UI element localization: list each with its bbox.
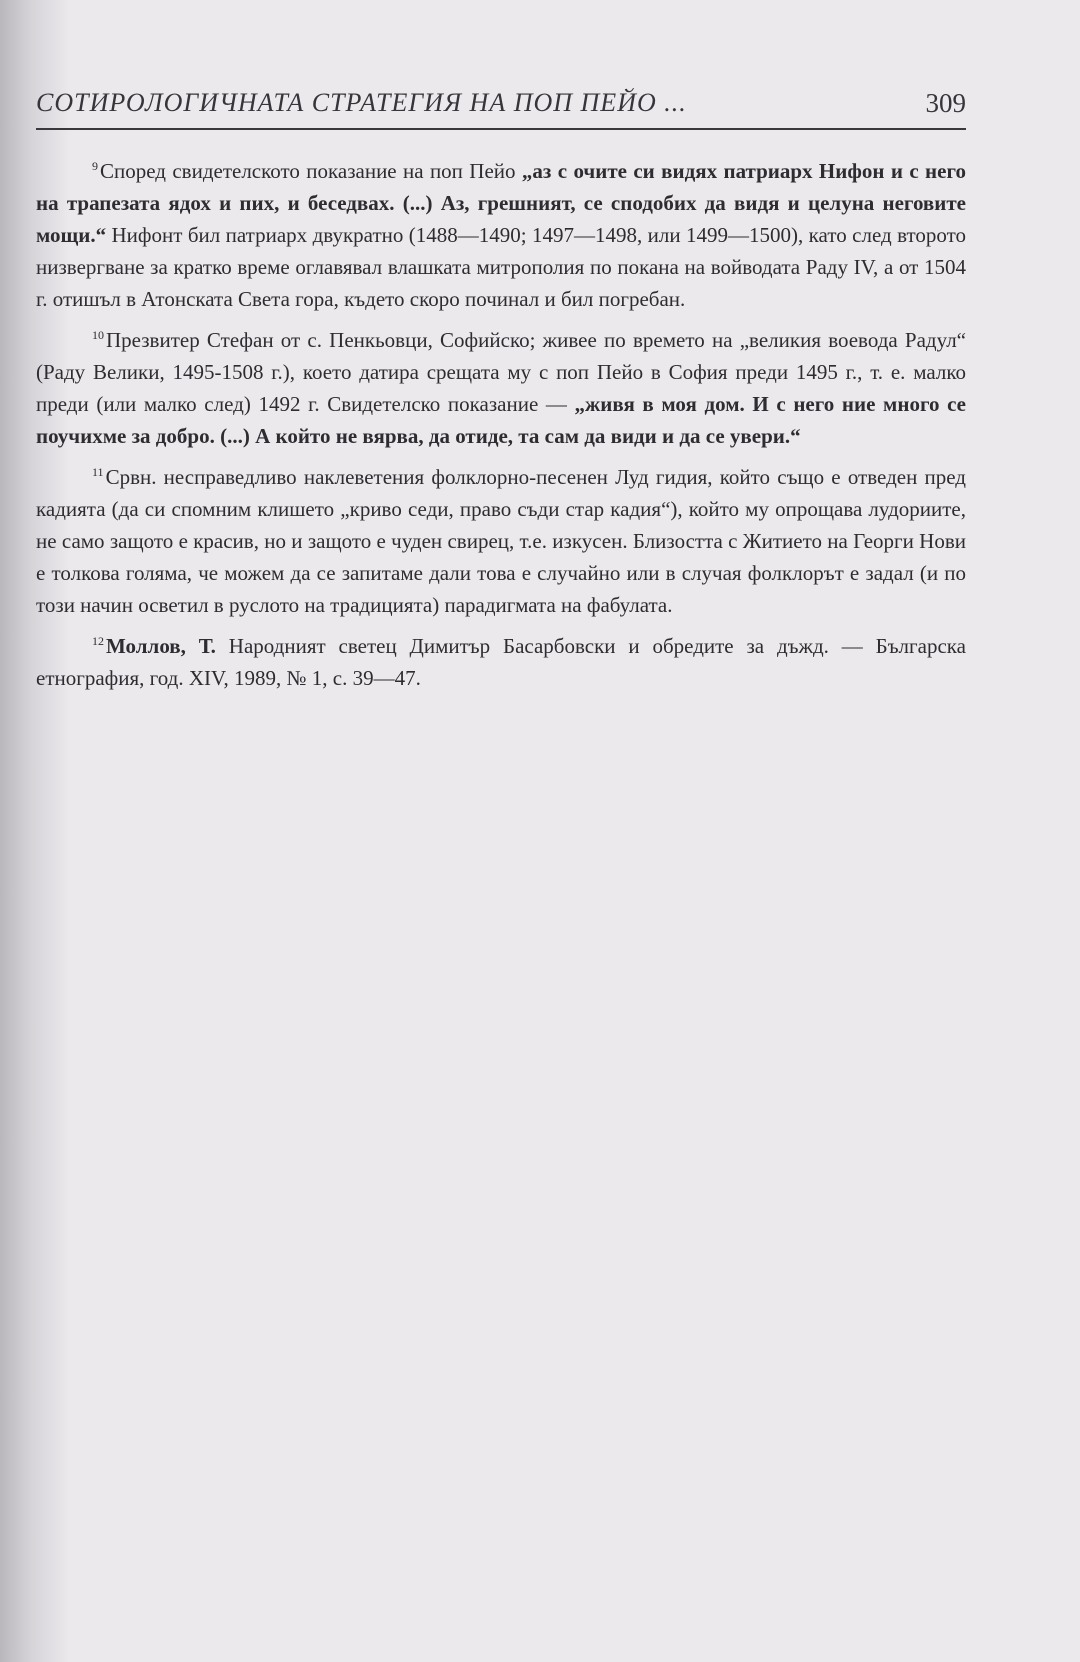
page-number: 309 [925, 88, 966, 118]
footnote-text: Нифонт бил патриарх двукратно (1488—1490; 1497—1498, или 1499—1500), като след второто низвергване за кратко време оглавявал влашката митрополия по покана на войводата Раду IV, а от 1504 г. отишъл в Атонската Света гора, където скоро починал и бил погребан. [36, 223, 966, 311]
footnote-number: 12 [92, 634, 104, 648]
footnote-author: Моллов, Т. [106, 634, 216, 658]
footnote-text: Народният светец Димитър Басарбовски и обредите за дъжд. — Българска етнография, год. XIV, 1989, № 1, с. 39—47. [36, 634, 966, 690]
footnote-quote: „аз с очите си видях патриарх Нифон и с него на трапезата ядох и пих, и беседвах. (...) Аз, грешният, се сподобих да видя и целуна неговите мощи.“ [36, 159, 966, 247]
footnote-10 [36, 319, 966, 452]
footnote-text: Срвн. несправедливо наклеветения фолклорно-песенен Луд гидия, който също е отведен пред кадията (да си спомним клишето „криво седи, право съди стар кадия“), който му опрощава лудориите, не само защото е красив, но и защото е чуден свирец, т.е. изкусен. Близостта с Житието на Георги Нови е толкова голяма, че можем да се запитаме дали това е случайно или в случая фолклорът е задал (и по този начин осветил в руслото на традицията) парадигмата на фабулата. [36, 465, 966, 617]
footnote-text: Според свидетелското показание на поп Пейо [100, 159, 522, 183]
footnotes [36, 150, 966, 698]
footnote-text: Презвитер Стефан от с. Пенкьовци, Софийско; живее по времето на „великия воевода Радул“ (Раду Велики, 1495-1508 г.), което датира срещата му с поп Пейо в София преди 1495 г., т. е. малко преди (или малко след) 1492 г. Свидетелско показание — [36, 328, 966, 416]
footnote-number: 10 [92, 328, 104, 342]
footnote-12 [36, 625, 966, 694]
footnote-9 [36, 150, 966, 315]
footnote-quote: „живя в моя дом. И с него ние много се поучихме за добро. (...) А който не вярва, да отиде, та сам да види и да се увери.“ [36, 392, 966, 448]
footnote-11 [36, 456, 966, 621]
running-title: СОТИРОЛОГИЧНАТА СТРАТЕГИЯ НА ПОП ПЕЙО ... [36, 88, 687, 117]
footnote-number: 11 [92, 465, 104, 479]
book-page [36, 0, 966, 1662]
running-header [36, 82, 966, 130]
footnote-number: 9 [92, 159, 98, 173]
